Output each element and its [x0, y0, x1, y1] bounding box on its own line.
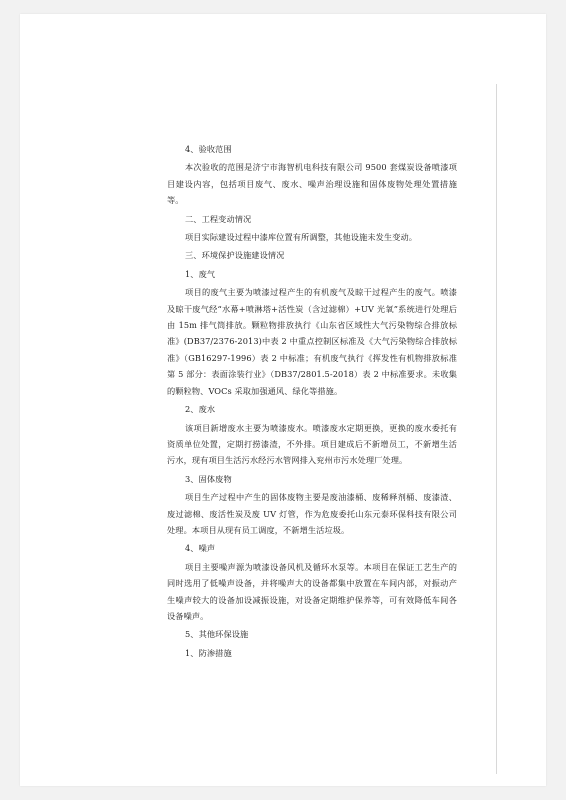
- heading-waste-water: 2、废水: [185, 404, 216, 415]
- paragraph-project-changes: 项目实际建设过程中漆库位置有所调整，其他设施未发生变动。: [185, 232, 418, 243]
- section-heading-env-facilities: 三、环境保护设施建设情况: [185, 250, 285, 261]
- heading-solid-waste: 3、固体废物: [185, 473, 232, 484]
- document-page: [20, 14, 546, 786]
- paragraph-waste-gas: 项目的废气主要为喷漆过程产生的有机废气及晾干过程产生的废气。喷漆及晾干废气经“水幕+喷淋塔+活性炭（含过滤棉）+UV 光氧”系统进行处理后由 15m 排气筒排放。颗粒物排放执行《山东省区域性大气污染物综合排放标准》(DB37/2376-2013)中表 2 中重点控制区标准及《大气污染物综合排放标准》（GB16297-1996）表 2 中标准；有机废气执行《挥发性有机物排放标准第 5 部分：表面涂装行业》（DB37/2801.5-2018）表 2 中标准要求。未收集的颗粒物、VOCs 采取加强通风、绿化等措施。: [167, 287, 457, 396]
- heading-waste-gas: 1、废气: [185, 268, 216, 279]
- paragraph-acceptance-scope: 本次验收的范围是济宁市海智机电科技有限公司 9500 套煤炭设备喷漆项目建设内容，包括项目废气、废水、噪声治理设施和固体废物处理处置措施等。: [167, 162, 457, 206]
- heading-noise: 4、噪声: [185, 543, 216, 554]
- paragraph-waste-water: 该项目新增废水主要为喷漆废水。喷漆废水定期更换，更换的废水委托有资质单位处置，定期打捞漆渣，不外排。项目建成后不新增员工，不新增生活污水，现有项目生活污水经污水管网排入兖州市污水处理厂处理。: [167, 422, 457, 466]
- heading-acceptance-scope: 4、验收范围: [185, 144, 232, 154]
- paragraph-noise: 项目主要噪声源为喷漆设备风机及循环水泵等。本项目在保证工艺生产的同时选用了低噪声设备，并将噪声大的设备都集中放置在车间内部，对振动产生噪声较大的设备加设减振设施，对设备定期维护保养等，可有效降低车间各设备噪声。: [167, 561, 457, 621]
- paragraph-solid-waste: 项目生产过程中产生的固体废物主要是废油漆桶、废稀释剂桶、废漆渣、废过滤棉、废活性炭及废 UV 灯管，作为危废委托山东元泰环保科技有限公司处理。本项目从现有员工调度，不新增生活垃圾。: [167, 492, 457, 535]
- section-heading-project-changes: 二、工程变动情况: [185, 213, 252, 224]
- document-body: [167, 141, 457, 663]
- heading-other-facilities: 5、其他环保设施: [185, 629, 249, 640]
- page-fold-line: [496, 84, 497, 774]
- heading-seepage-prevention: 1、防渗措施: [185, 647, 232, 658]
